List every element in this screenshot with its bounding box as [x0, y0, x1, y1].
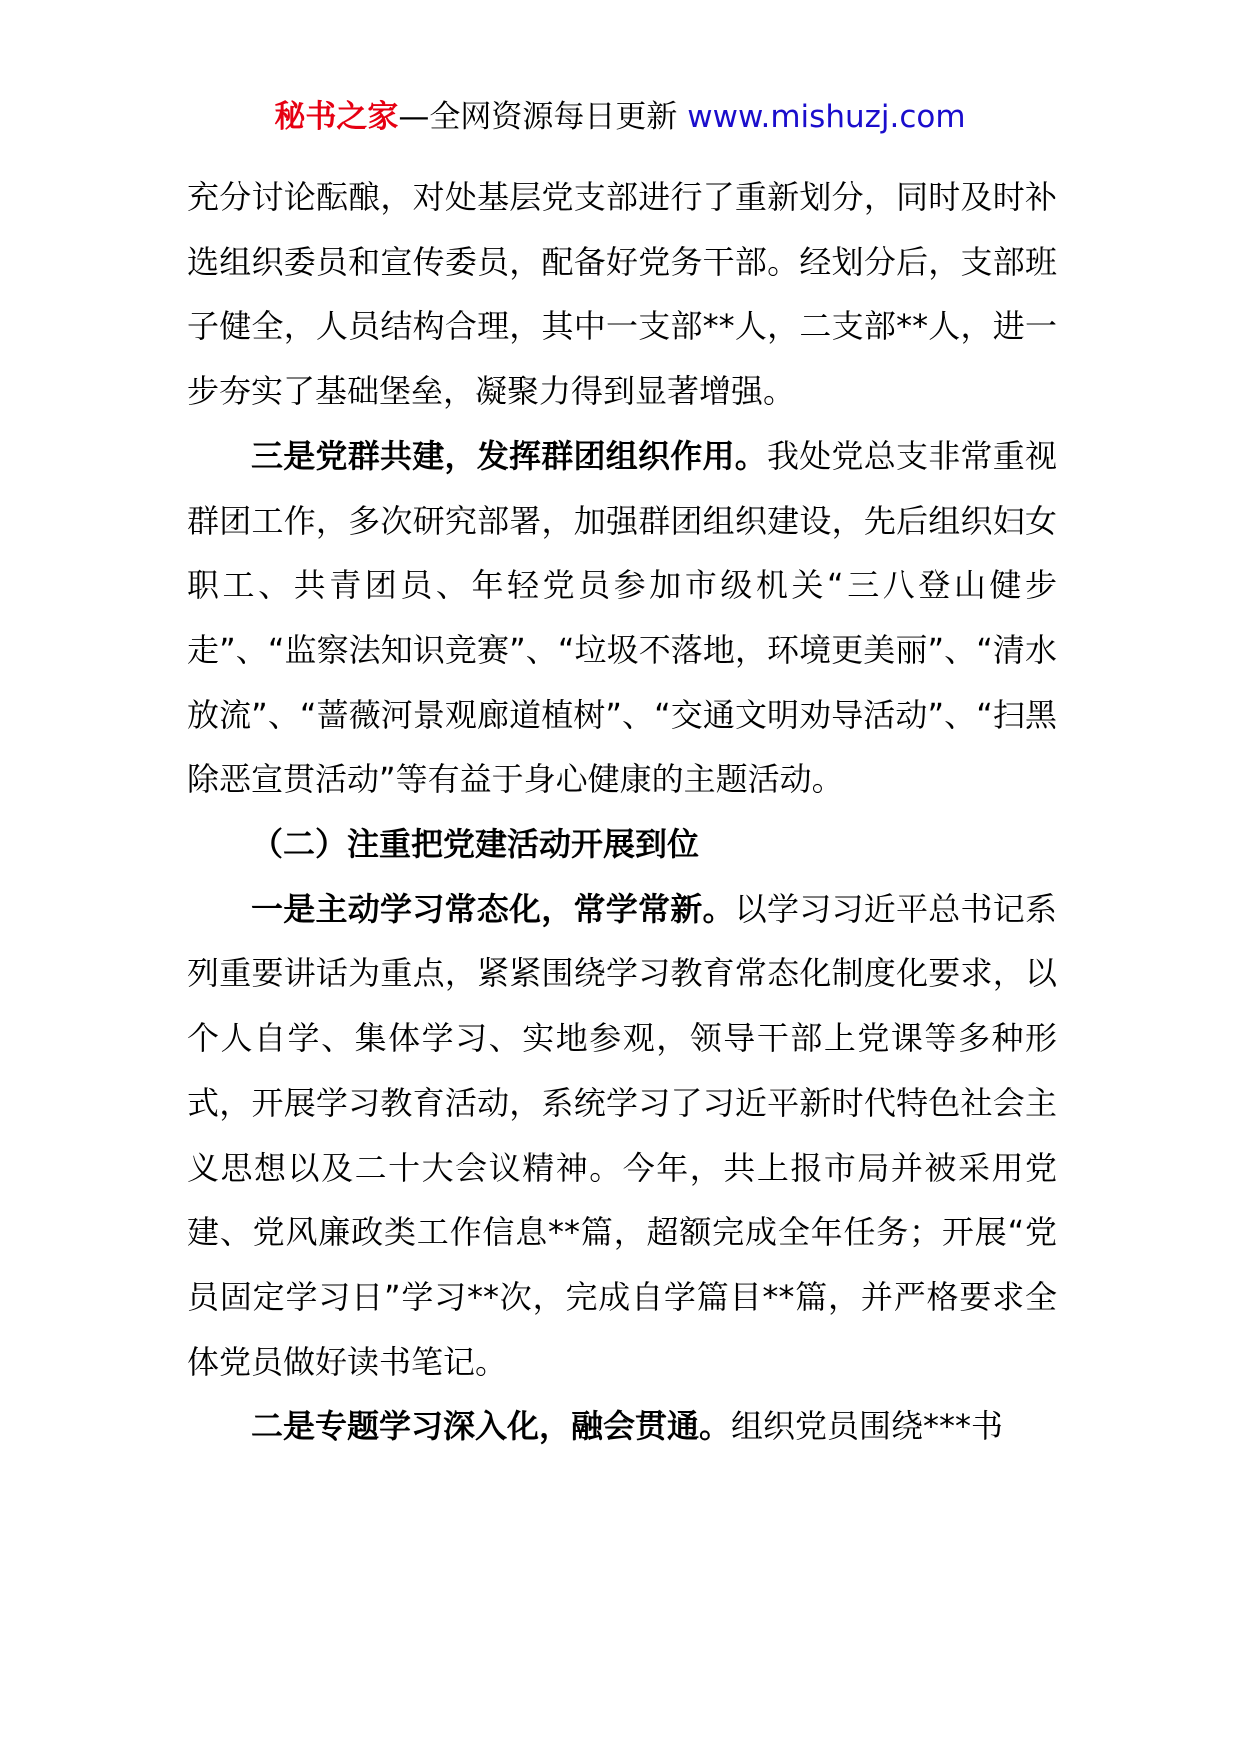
site-header: [0, 97, 1240, 137]
paragraph-lead: 三是党群共建，发挥群团组织作用。: [251, 436, 767, 475]
paragraph-text: 我处党总支非常重视群团工作，多次研究部署，加强群团组织建设，先后组织妇女职工、共青团员、年轻党员参加市级机关“三八登山健步走”、“监察法知识竞赛”、“垃圾不落地，环境更美丽”、“清水放流”、“蔷薇河景观廊道植树”、“交通文明劝导活动”、“扫黑除恶宣贯活动”等有益于身心健康的主题活动。: [187, 436, 1057, 799]
site-tagline: —全网资源每日更新: [398, 99, 678, 135]
paragraph-lead: 一是主动学习常态化，常学常新。: [251, 889, 735, 928]
paragraph-text: 组织党员围绕***书: [731, 1407, 1004, 1446]
site-url-link[interactable]: www.mishuzj.com: [687, 99, 966, 135]
paragraph-text: 充分讨论酝酿，对处基层党支部进行了重新划分，同时及时补选组织委员和宣传委员，配备好党务干部。经划分后，支部班子健全，人员结构合理，其中一支部**人，二支部**人，进一步夯实了基础堡垒，凝聚力得到显著增强。: [187, 178, 1057, 411]
paragraph-party-mass: [187, 424, 1057, 812]
document-body: [187, 165, 1057, 1459]
paragraph-active-study: [187, 877, 1057, 1395]
section-heading: （二）注重把党建活动开展到位: [251, 825, 700, 864]
paragraph-continuation: [187, 165, 1057, 424]
paragraph-special-study: [187, 1394, 1057, 1459]
paragraph-text: 以学习习近平总书记系列重要讲话为重点，紧紧围绕学习教育常态化制度化要求，以个人自学、集体学习、实地参观，领导干部上党课等多种形式，开展学习教育活动，系统学习了习近平新时代特色社会主义思想以及二十大会议精神。今年，共上报市局并被采用党建、党风廉政类工作信息**篇，超额完成全年任务；开展“党员固定学习日”学习**次，完成自学篇目**篇，并严格要求全体党员做好读书笔记。: [187, 889, 1057, 1381]
site-brand: 秘书之家: [274, 99, 399, 135]
paragraph-lead: 二是专题学习深入化，融会贯通。: [251, 1407, 732, 1446]
